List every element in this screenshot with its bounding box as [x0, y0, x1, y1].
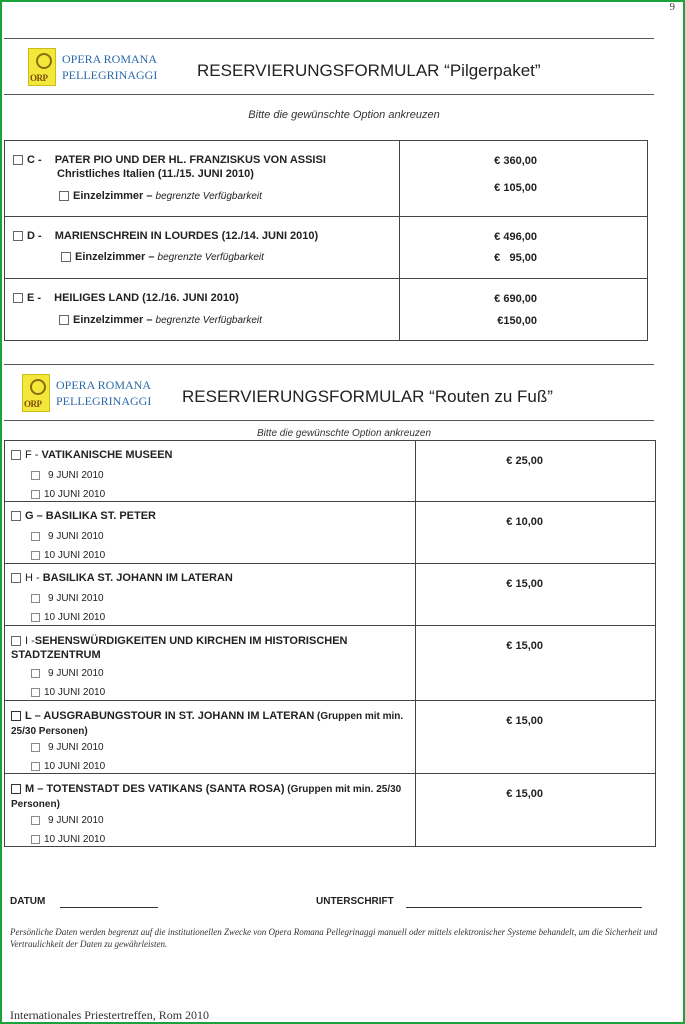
- date-option: 10 JUNI 2010: [44, 834, 106, 845]
- date-option: 9 JUNI 2010: [48, 531, 104, 542]
- checkbox-f-date2[interactable]: [31, 490, 40, 499]
- option-label: Einzelzimmer –: [73, 314, 153, 326]
- row-code: D -: [27, 230, 42, 242]
- checkbox-e-single-room[interactable]: [59, 315, 69, 325]
- checkbox-d-single-room[interactable]: [61, 252, 71, 262]
- option-price: € 95,00: [494, 252, 537, 264]
- table-row: [5, 774, 656, 847]
- route-name: BASILIKA ST. JOHANN IM LATERAN: [42, 572, 233, 584]
- opera-romana-logo: [22, 374, 151, 412]
- price: € 15,00: [506, 640, 543, 652]
- route-extra: (Gruppen mit min. 25/30 Personen): [11, 711, 404, 737]
- instruction-2: Bitte die gewünschte Option ankreuzen: [257, 428, 431, 439]
- price: € 690,00: [494, 293, 537, 305]
- logo-line2: PELLEGRINAGGI: [56, 394, 152, 408]
- pilgerpaket-table: [4, 140, 648, 341]
- logo-line1: OPERA ROMANA: [62, 52, 158, 66]
- price: € 25,00: [506, 455, 543, 467]
- form-title-routen: RESERVIERUNGSFORMULAR “Routen zu Fuß”: [182, 387, 553, 406]
- date-option: 10 JUNI 2010: [44, 489, 106, 500]
- date-option: 9 JUNI 2010: [48, 742, 104, 753]
- checkbox-c[interactable]: [13, 155, 23, 165]
- logo-line1: OPERA ROMANA: [56, 378, 152, 392]
- checkbox-i-date2[interactable]: [31, 688, 40, 697]
- checkbox-m-date2[interactable]: [31, 835, 40, 844]
- option-note: begrenzte Verfügbarkeit: [157, 252, 264, 263]
- date-option: 9 JUNI 2010: [48, 593, 104, 604]
- option-note: begrenzte Verfügbarkeit: [155, 191, 262, 202]
- route-name: VATIKANISCHE MUSEEN: [41, 449, 173, 461]
- opera-romana-logo: [28, 48, 157, 86]
- route-name: L – AUSGRABUNGSTOUR IN ST. JOHANN IM LATERAN: [25, 710, 315, 722]
- date-option: 10 JUNI 2010: [44, 612, 106, 623]
- option-note: begrenzte Verfügbarkeit: [155, 315, 262, 326]
- table-row: [5, 217, 648, 279]
- checkbox-l-date1[interactable]: [31, 743, 40, 752]
- route-name: SEHENSWÜRDIGKEITEN UND KIRCHEN IM HISTORISCHEN STADTZENTRUM: [11, 635, 348, 661]
- table-row: [5, 626, 656, 701]
- table-row: [5, 564, 656, 626]
- table-row: [5, 441, 656, 502]
- option-label: Einzelzimmer –: [75, 251, 155, 263]
- checkbox-l[interactable]: [11, 711, 21, 721]
- package-subtitle: Christliches Italien (11./15. JUNI 2010): [57, 168, 254, 180]
- option-price: € 105,00: [494, 182, 537, 194]
- checkbox-g-date2[interactable]: [31, 551, 40, 560]
- price: € 360,00: [494, 155, 537, 167]
- package-name: MARIENSCHREIN IN LOURDES (12./14. JUNI 2010): [54, 230, 319, 242]
- checkbox-d[interactable]: [13, 231, 23, 241]
- date-option: 10 JUNI 2010: [44, 761, 106, 772]
- price: € 15,00: [506, 578, 543, 590]
- checkbox-c-single-room[interactable]: [59, 191, 69, 201]
- checkbox-m-date1[interactable]: [31, 816, 40, 825]
- price: € 15,00: [506, 788, 543, 800]
- route-prefix: I -: [25, 635, 35, 647]
- route-name: G – BASILIKA ST. PETER: [25, 510, 157, 522]
- date-option: 9 JUNI 2010: [48, 815, 104, 826]
- checkbox-h-date2[interactable]: [31, 613, 40, 622]
- price: € 10,00: [506, 516, 543, 528]
- orp-emblem-icon: ORP: [22, 374, 50, 412]
- checkbox-h-date1[interactable]: [31, 594, 40, 603]
- package-name: HEILIGES LAND (12./16. JUNI 2010): [54, 292, 239, 304]
- form-title-pilgerpaket: RESERVIERUNGSFORMULAR “Pilgerpaket”: [197, 61, 541, 80]
- header-band-routen: [4, 364, 654, 421]
- date-option: 9 JUNI 2010: [48, 668, 104, 679]
- date-option: 10 JUNI 2010: [44, 550, 106, 561]
- date-label: DATUM: [10, 896, 46, 907]
- orp-emblem-icon: ORP: [28, 48, 56, 86]
- checkbox-f-date1[interactable]: [31, 471, 40, 480]
- row-code: E -: [27, 292, 42, 304]
- instruction-1: Bitte die gewünschte Option ankreuzen: [248, 109, 440, 121]
- route-extra: (Gruppen mit min. 25/30 Personen): [11, 784, 402, 810]
- footer-text: Internationales Priestertreffen, Rom 2010: [10, 1008, 210, 1022]
- route-prefix: H -: [25, 572, 43, 584]
- date-option: 9 JUNI 2010: [48, 470, 104, 481]
- privacy-notice: Persönliche Daten werden begrenzt auf die institutionellen Zwecke von Opera Romana Pellegrinaggi manuell oder mittels elektronischer Systeme behandelt, um die Sicherheit und Vertraulichkeit der Daten zu gewährleisten.: [10, 927, 658, 949]
- routen-table: [4, 440, 656, 847]
- checkbox-m[interactable]: [11, 784, 21, 794]
- price: € 15,00: [506, 715, 543, 727]
- table-row: [5, 701, 656, 774]
- date-option: 10 JUNI 2010: [44, 687, 106, 698]
- signature-label: UNTERSCHRIFT: [316, 896, 394, 907]
- checkbox-f[interactable]: [11, 450, 21, 460]
- package-name: PATER PIO UND DER HL. FRANZISKUS VON ASSISI: [54, 154, 326, 166]
- signature-input-line[interactable]: [406, 907, 642, 908]
- date-input-line[interactable]: [60, 907, 158, 908]
- checkbox-i-date1[interactable]: [31, 669, 40, 678]
- page-number: 9: [669, 1, 675, 13]
- checkbox-i[interactable]: [11, 636, 21, 646]
- option-price: €150,00: [497, 315, 537, 327]
- logo-line2: PELLEGRINAGGI: [62, 68, 158, 82]
- checkbox-l-date2[interactable]: [31, 762, 40, 771]
- table-row: [5, 502, 656, 564]
- checkbox-h[interactable]: [11, 573, 21, 583]
- route-prefix: F -: [25, 449, 42, 461]
- checkbox-g[interactable]: [11, 511, 21, 521]
- row-code: C -: [27, 154, 42, 166]
- checkbox-e[interactable]: [13, 293, 23, 303]
- route-name: M – TOTENSTADT DES VATIKANS (SANTA ROSA): [25, 783, 285, 795]
- option-label: Einzelzimmer –: [73, 190, 153, 202]
- table-row: [5, 279, 648, 341]
- table-row: [5, 141, 648, 217]
- price: € 496,00: [494, 231, 537, 243]
- checkbox-g-date1[interactable]: [31, 532, 40, 541]
- header-band-pilgerpaket: [4, 38, 654, 95]
